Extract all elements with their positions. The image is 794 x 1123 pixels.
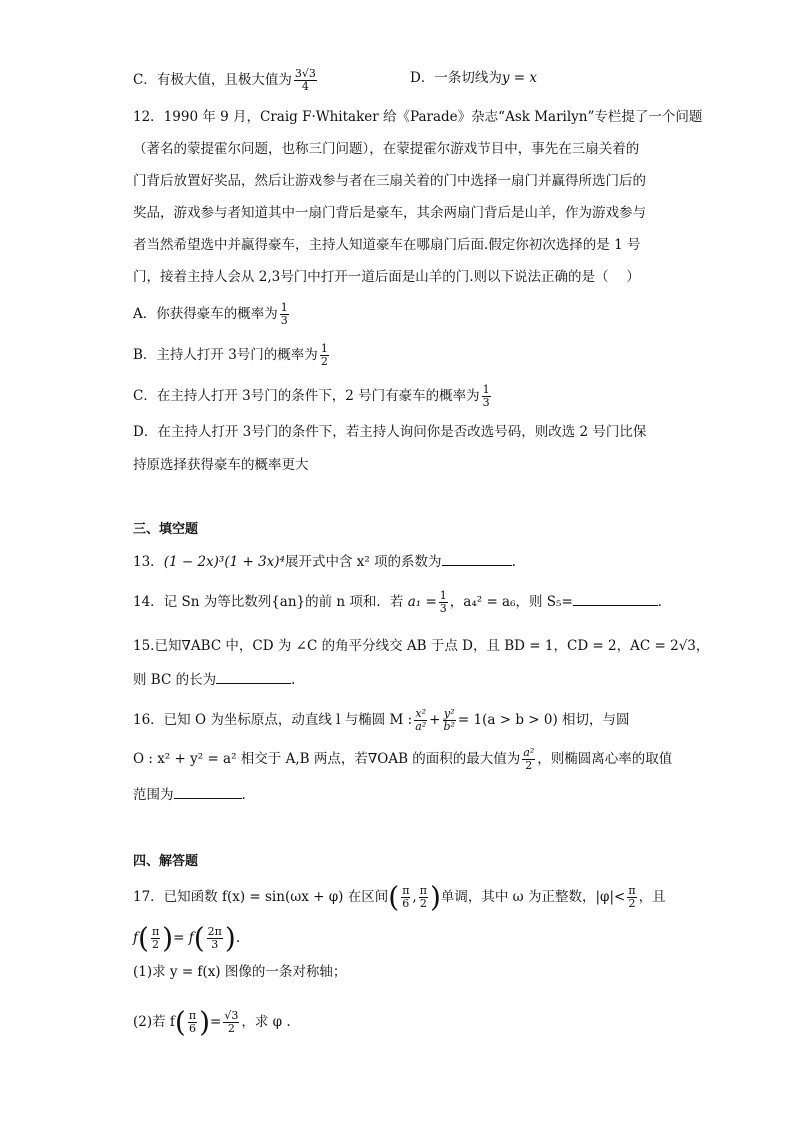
q17-line-2-fraction-2 bbox=[207, 926, 223, 951]
fraction-denominator: 3 bbox=[211, 938, 219, 951]
q12-option-d-line-2: 持原选择获得豪车的概率更大 bbox=[133, 457, 309, 473]
fraction-denominator: 2 bbox=[227, 1022, 235, 1035]
q11-option-d-math: y = x bbox=[501, 70, 537, 86]
fraction-denominator: 3 bbox=[482, 396, 490, 409]
q16-plus: + bbox=[429, 712, 441, 728]
q17-interval-right bbox=[419, 885, 428, 910]
q17-part-2-fraction-1 bbox=[188, 1010, 197, 1035]
q17-part-2 bbox=[133, 1005, 291, 1039]
q12-option-a-text: A．你获得豪车的概率为 bbox=[133, 306, 278, 322]
q17-line-1: 17．已知函数 f(x) = sin(ωx + φ) 在区间( $\frac{\pi}{6}$ , $\frac{\pi}{2}$ )单调，其中 ω 为正整数，|φ|< $\frac{\pi}{2}$ ，且 bbox=[133, 880, 666, 914]
q17-line-2-fraction-1 bbox=[151, 926, 160, 951]
fraction-denominator: 2 bbox=[419, 897, 427, 910]
q12-line-1: 12．1990 年 9 月，Craig F·Whitaker 给《Parade》杂志“Ask Marilyn”专栏提了一个问题 bbox=[133, 109, 703, 125]
q17-line-2-end: . bbox=[235, 930, 241, 946]
left-paren: ( bbox=[193, 921, 205, 955]
fraction-denominator: 2 bbox=[628, 897, 636, 910]
fraction-denominator: 4 bbox=[301, 80, 309, 93]
fraction-numerator: 3√3 bbox=[294, 67, 316, 80]
fraction-numerator: 1 bbox=[320, 342, 328, 355]
q11-option-d-text: D．一条切线为 bbox=[410, 70, 502, 86]
q16-fraction-area bbox=[522, 747, 535, 772]
fraction-numerator: 2π bbox=[207, 925, 222, 938]
fraction-denominator: 2 bbox=[320, 355, 328, 368]
right-paren: ) bbox=[224, 921, 236, 955]
fraction-numerator: 1 bbox=[280, 301, 288, 314]
q13-text: 展开式中含 x² 项的系数为 bbox=[284, 554, 442, 570]
q12-line-3: 门背后放置好奖品，然后让游戏参与者在三扇关着的门中选择一扇门并赢得所选门后的 bbox=[133, 173, 646, 189]
fraction-denominator: 3 bbox=[280, 314, 288, 327]
q16-line-3-text: 范围为 bbox=[133, 787, 174, 803]
q17-equals-f: = f bbox=[173, 930, 194, 946]
q12-line-6: 门，接着主持人会从 2,3号门中打开一道后面是山羊的门.则以下说法正确的是（ ） bbox=[133, 269, 640, 285]
q12-option-d-line-1: D．在主持人打开 3号门的条件下，若主持人询问你是否改选号码，则改选 2 号门比保 bbox=[133, 424, 647, 440]
q14-condition-1: a₁ = bbox=[407, 594, 437, 610]
fraction-denominator: 3 bbox=[439, 602, 447, 615]
left-paren: ( bbox=[138, 921, 149, 955]
q12-line-2: （著名的蒙提霍尔问题，也称三门问题），在蒙提霍尔游戏节目中，事先在三扇关着的 bbox=[133, 141, 640, 157]
fraction-numerator: y² bbox=[443, 707, 455, 720]
fraction-numerator: π bbox=[628, 884, 636, 897]
q15-line-2 bbox=[133, 669, 295, 690]
q12-option-a-fraction bbox=[280, 302, 289, 327]
q16-line-1-text: 16．已知 O 为坐标原点，动直线 l 与椭圆 M : bbox=[133, 712, 413, 728]
q12-option-c-fraction bbox=[482, 384, 491, 409]
q16-line-1 bbox=[133, 708, 630, 733]
fraction-denominator: 6 bbox=[402, 897, 410, 910]
q11-option-c bbox=[133, 68, 319, 93]
q12-line-5: 者当然希望选中并赢得豪车，主持人知道豪车在哪扇门后面.假定你初次选择的是 1 号 bbox=[133, 237, 641, 253]
q16-line-1-tail: = 1(a > b > 0) 相切，与圆 bbox=[457, 712, 630, 728]
q13-expression: (1 − 2x)³(1 + 3x)⁴ bbox=[163, 554, 285, 570]
q16-answer-blank[interactable] bbox=[174, 784, 242, 799]
fraction-numerator: 1 bbox=[439, 589, 447, 602]
q14-answer-blank[interactable] bbox=[573, 591, 658, 606]
fraction-numerator: π bbox=[188, 1009, 197, 1022]
fraction-numerator: x² bbox=[415, 707, 426, 720]
q15-line-2-text: 则 BC 的长为 bbox=[133, 672, 217, 688]
q14-prefix: 14．记 Sn 为等比数列{an}的前 n 项和．若 bbox=[133, 594, 404, 610]
q15-line-1: 15.已知∇ABC 中，CD 为 ∠C 的角平分线交 AB 于点 D，且 BD = 1，CD = 2，AC = 2√3， bbox=[133, 638, 710, 654]
fraction-numerator: √3 bbox=[224, 1009, 239, 1022]
fraction-denominator: b² bbox=[443, 720, 455, 733]
fraction-denominator: 2 bbox=[525, 759, 533, 772]
q14-fraction bbox=[439, 590, 448, 615]
q13 bbox=[133, 551, 516, 572]
q11-option-c-fraction bbox=[294, 68, 317, 93]
q17-interval-left bbox=[401, 885, 410, 910]
q15-end: . bbox=[291, 672, 296, 688]
section-4-title: 四、解答题 bbox=[133, 854, 199, 869]
q17-line-2 bbox=[133, 921, 241, 955]
q16-fraction-y bbox=[442, 708, 455, 733]
q13-end: . bbox=[511, 554, 516, 570]
left-paren: ( bbox=[388, 880, 400, 914]
q11-option-d bbox=[410, 68, 537, 88]
q16-line-2-tail: ，则椭圆离心率的取值 bbox=[537, 751, 673, 767]
q16-end: . bbox=[241, 787, 246, 803]
q12-option-b bbox=[133, 343, 331, 368]
q16-line-2-text: O : x² + y² = a² 相交于 A,B 两点，若∇OAB 的面积的最大值为 bbox=[133, 751, 521, 767]
fraction-numerator: 1 bbox=[482, 383, 490, 396]
fraction-numerator: a² bbox=[523, 746, 535, 759]
q13-prefix: 13． bbox=[133, 554, 164, 570]
q17-phi-bound bbox=[627, 885, 636, 910]
q17-line-1-mid: 单调，其中 ω 为正整数，|φ|< bbox=[440, 889, 626, 905]
q14-condition-2: ，a₄² = a₆，则 S₅= bbox=[449, 594, 573, 610]
q16-fraction-x bbox=[414, 708, 427, 733]
q14-end: ． bbox=[657, 594, 672, 610]
q17-f-symbol: f bbox=[133, 930, 138, 946]
q17-part-2-tail: ，求 φ . bbox=[241, 1014, 291, 1030]
q12-option-c-text: C．在主持人打开 3号门的条件下，2 号门有豪车的概率为 bbox=[133, 388, 480, 404]
fraction-denominator: 2 bbox=[152, 938, 160, 951]
fraction-numerator: π bbox=[151, 925, 160, 938]
fraction-numerator: π bbox=[402, 884, 410, 897]
right-paren: ) bbox=[199, 1005, 211, 1039]
q14 bbox=[133, 590, 671, 615]
q17-part-1: (1)求 y = f(x) 图像的一条对称轴； bbox=[133, 964, 347, 980]
fraction-denominator: 6 bbox=[188, 1022, 196, 1035]
section-3-title: 三、填空题 bbox=[133, 522, 199, 537]
q12-option-a bbox=[133, 302, 291, 327]
q11-option-c-text: C．有极大值，且极大值为 bbox=[133, 72, 292, 88]
q15-answer-blank[interactable] bbox=[216, 669, 291, 684]
q12-option-b-fraction bbox=[320, 343, 329, 368]
right-paren: ) bbox=[162, 921, 174, 955]
q17-part-2-fraction-2 bbox=[223, 1010, 239, 1035]
q17-line-1-text: 17．已知函数 f(x) = sin(ωx + φ) 在区间 bbox=[133, 889, 389, 905]
q13-answer-blank[interactable] bbox=[442, 551, 512, 566]
left-paren: ( bbox=[174, 1005, 186, 1039]
q16-line-3 bbox=[133, 784, 246, 805]
right-paren: ) bbox=[429, 880, 441, 914]
q17-line-1-tail: ，且 bbox=[638, 889, 666, 905]
q17-part-2-equals: = bbox=[210, 1014, 222, 1030]
q12-option-b-text: B．主持人打开 3号门的概率为 bbox=[133, 347, 318, 363]
q17-part-2-text: (2)若 f bbox=[133, 1014, 175, 1030]
q16-line-2 bbox=[133, 747, 672, 772]
q12-option-c bbox=[133, 384, 493, 409]
fraction-denominator: a² bbox=[415, 720, 427, 733]
q12-line-4: 奖品，游戏参与者知道其中一扇门背后是豪车，其余两扇门背后是山羊，作为游戏参与 bbox=[133, 205, 646, 221]
fraction-numerator: π bbox=[419, 884, 427, 897]
